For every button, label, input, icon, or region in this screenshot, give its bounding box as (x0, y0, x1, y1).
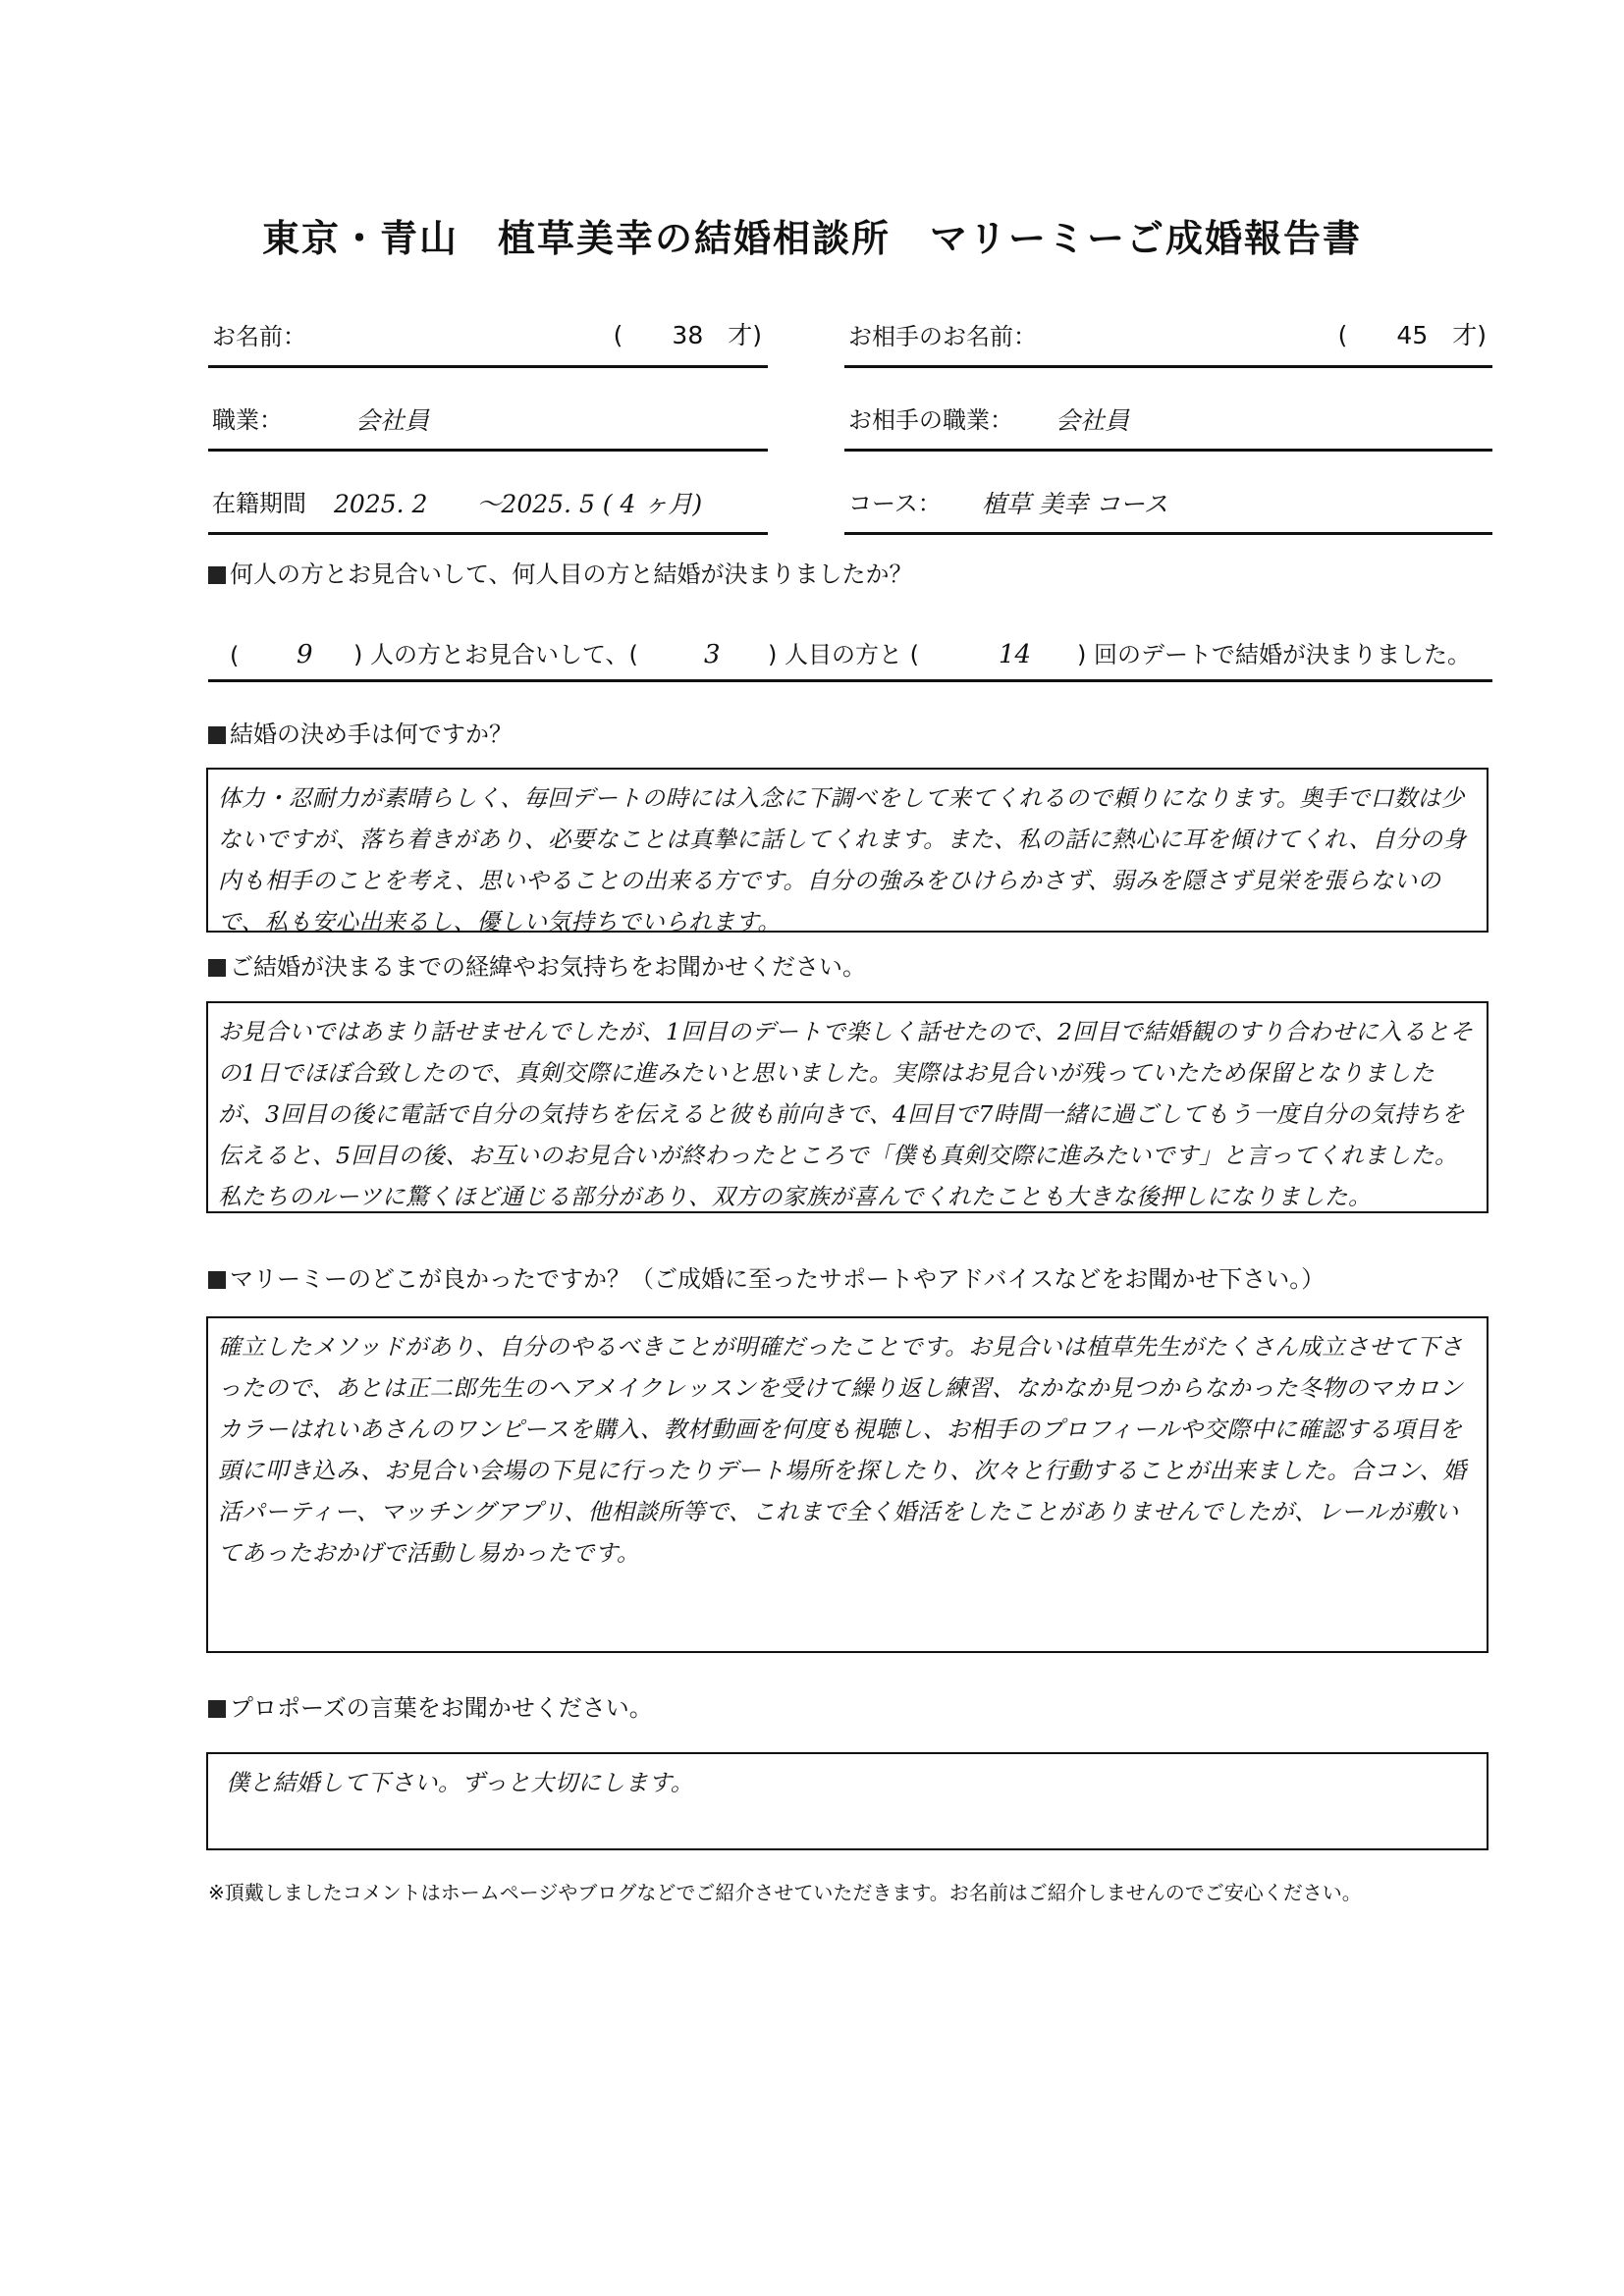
course-field (844, 463, 1492, 535)
period-value: 2025. 2 ～2025. 5 ( 4 ヶ月) (334, 490, 703, 518)
partner-name-field (844, 296, 1492, 368)
job-value: 会社員 (355, 406, 430, 435)
job-label: 職業： (212, 406, 283, 434)
partner-job-field (844, 380, 1492, 452)
course-label: コース： (848, 490, 942, 517)
question-1-text: 何人の方とお見合いして、何人目の方と結婚が決まりましたか？ (230, 561, 913, 588)
period-field (208, 463, 768, 535)
partner-job-value: 会社員 (1056, 406, 1130, 435)
question-2 (208, 715, 513, 749)
age-partner: ( 45 才) (1337, 321, 1487, 349)
job-field (208, 380, 768, 452)
question-5 (208, 1688, 653, 1723)
nth-person: 3 (704, 640, 721, 669)
period-label: 在籍期間 (212, 490, 306, 517)
answer-1-text-c: ) 回のデートで結婚が決まりました。 (1077, 641, 1471, 668)
question-3 (208, 947, 866, 982)
question-3-text: ご結婚が決まるまでの経緯やお気持ちをお聞かせください。 (230, 953, 866, 981)
square-bullet-icon (208, 1271, 226, 1289)
question-1 (208, 555, 913, 589)
question-5-text: プロポーズの言葉をお聞かせください。 (230, 1694, 653, 1722)
square-bullet-icon (208, 566, 226, 584)
question-4-text: マリーミーのどこが良かったですか？（ご成婚に至ったサポートやアドバイスなどをお聞かせ下さい。） (230, 1265, 1326, 1293)
count-met: 9 (297, 640, 313, 669)
answer-3-box: お見合いではあまり話せませんでしたが、1回目のデートで楽しく話せたので、2回目で結婚観のすり合わせに入るとその1日でほぼ合致したので、真剣交際に進みたいと思いました。実際はお見合いが残っていたため保留となりましたが、3回目の後に電話で自分の気持ちを伝えると彼も前向きで、4回目で7時間一緒に過ごしてもう一度自分の気持ちを伝えると、5回目の後、お互いのお見合いが終わったところで「僕も真剣交際に進みたいです」と言ってくれました。私たちのルーツに驚くほど通じる部分があり、双方の家族が喜んでくれたことも大きな後押しになりました。 (206, 1001, 1489, 1213)
answer-1-text-a: ) 人の方とお見合いして、( (353, 641, 638, 668)
answer-2-box: 体力・忍耐力が素晴らしく、毎回デートの時には入念に下調べをして来てくれるので頼りになります。奥手で口数は少ないですが、落ち着きがあり、必要なことは真摯に話してくれます。また、私の話に熱心に耳を傾けてくれ、自分の身内も相手のことを考え、思いやることの出来る方です。自分の強みをひけらかさず、弱みを隠さず見栄を張らないので、私も安心出来るし、優しい気持ちでいられます。 (206, 768, 1489, 933)
answer-1-text-b: ) 人目の方と ( (768, 641, 919, 668)
age-self: ( 38 才) (613, 321, 762, 349)
question-4 (208, 1259, 1325, 1294)
paren-open: ( (230, 642, 240, 669)
answer-4-box: 確立したメソッドがあり、自分のやるべきことが明確だったことです。お見合いは植草先生がたくさん成立させて下さったので、あとは正二郎先生のヘアメイクレッスンを受けて繰り返し練習、なかなか見つからなかった冬物のマカロンカラーはれいあさんのワンピースを購入、教材動画を何度も視聴し、お相手のプロフィールや交際中に確認する項目を頭に叩き込み、お見合い会場の下見に行ったりデート場所を探したり、次々と行動することが出来ました。合コン、婚活パーティー、マッチングアプリ、他相談所等で、これまで全く婚活をしたことがありませんでしたが、レールが敷いてあったおかげで活動し易かったです。 (206, 1316, 1489, 1653)
name-field (208, 296, 768, 368)
square-bullet-icon (208, 959, 226, 977)
course-value: 植草 美幸 コース (982, 490, 1168, 518)
square-bullet-icon (208, 1700, 226, 1718)
answer-1-line (208, 628, 1492, 682)
footnote: ※頂戴しましたコメントはホームページやブログなどでご紹介させていただきます。お名前はご紹介しませんのでご安心ください。 (208, 1881, 1362, 1904)
partner-job-label: お相手の職業： (848, 406, 1013, 434)
answer-5-box: 僕と結婚して下さい。ずっと大切にします。 (206, 1752, 1489, 1850)
question-2-text: 結婚の決め手は何ですか？ (230, 721, 513, 748)
name-label: お名前： (212, 323, 306, 350)
document-title: 東京・青山 植草美幸の結婚相談所 マリーミーご成婚報告書 (261, 217, 1362, 260)
square-bullet-icon (208, 726, 226, 744)
date-count: 14 (999, 640, 1032, 669)
partner-name-label: お相手のお名前： (848, 323, 1037, 350)
